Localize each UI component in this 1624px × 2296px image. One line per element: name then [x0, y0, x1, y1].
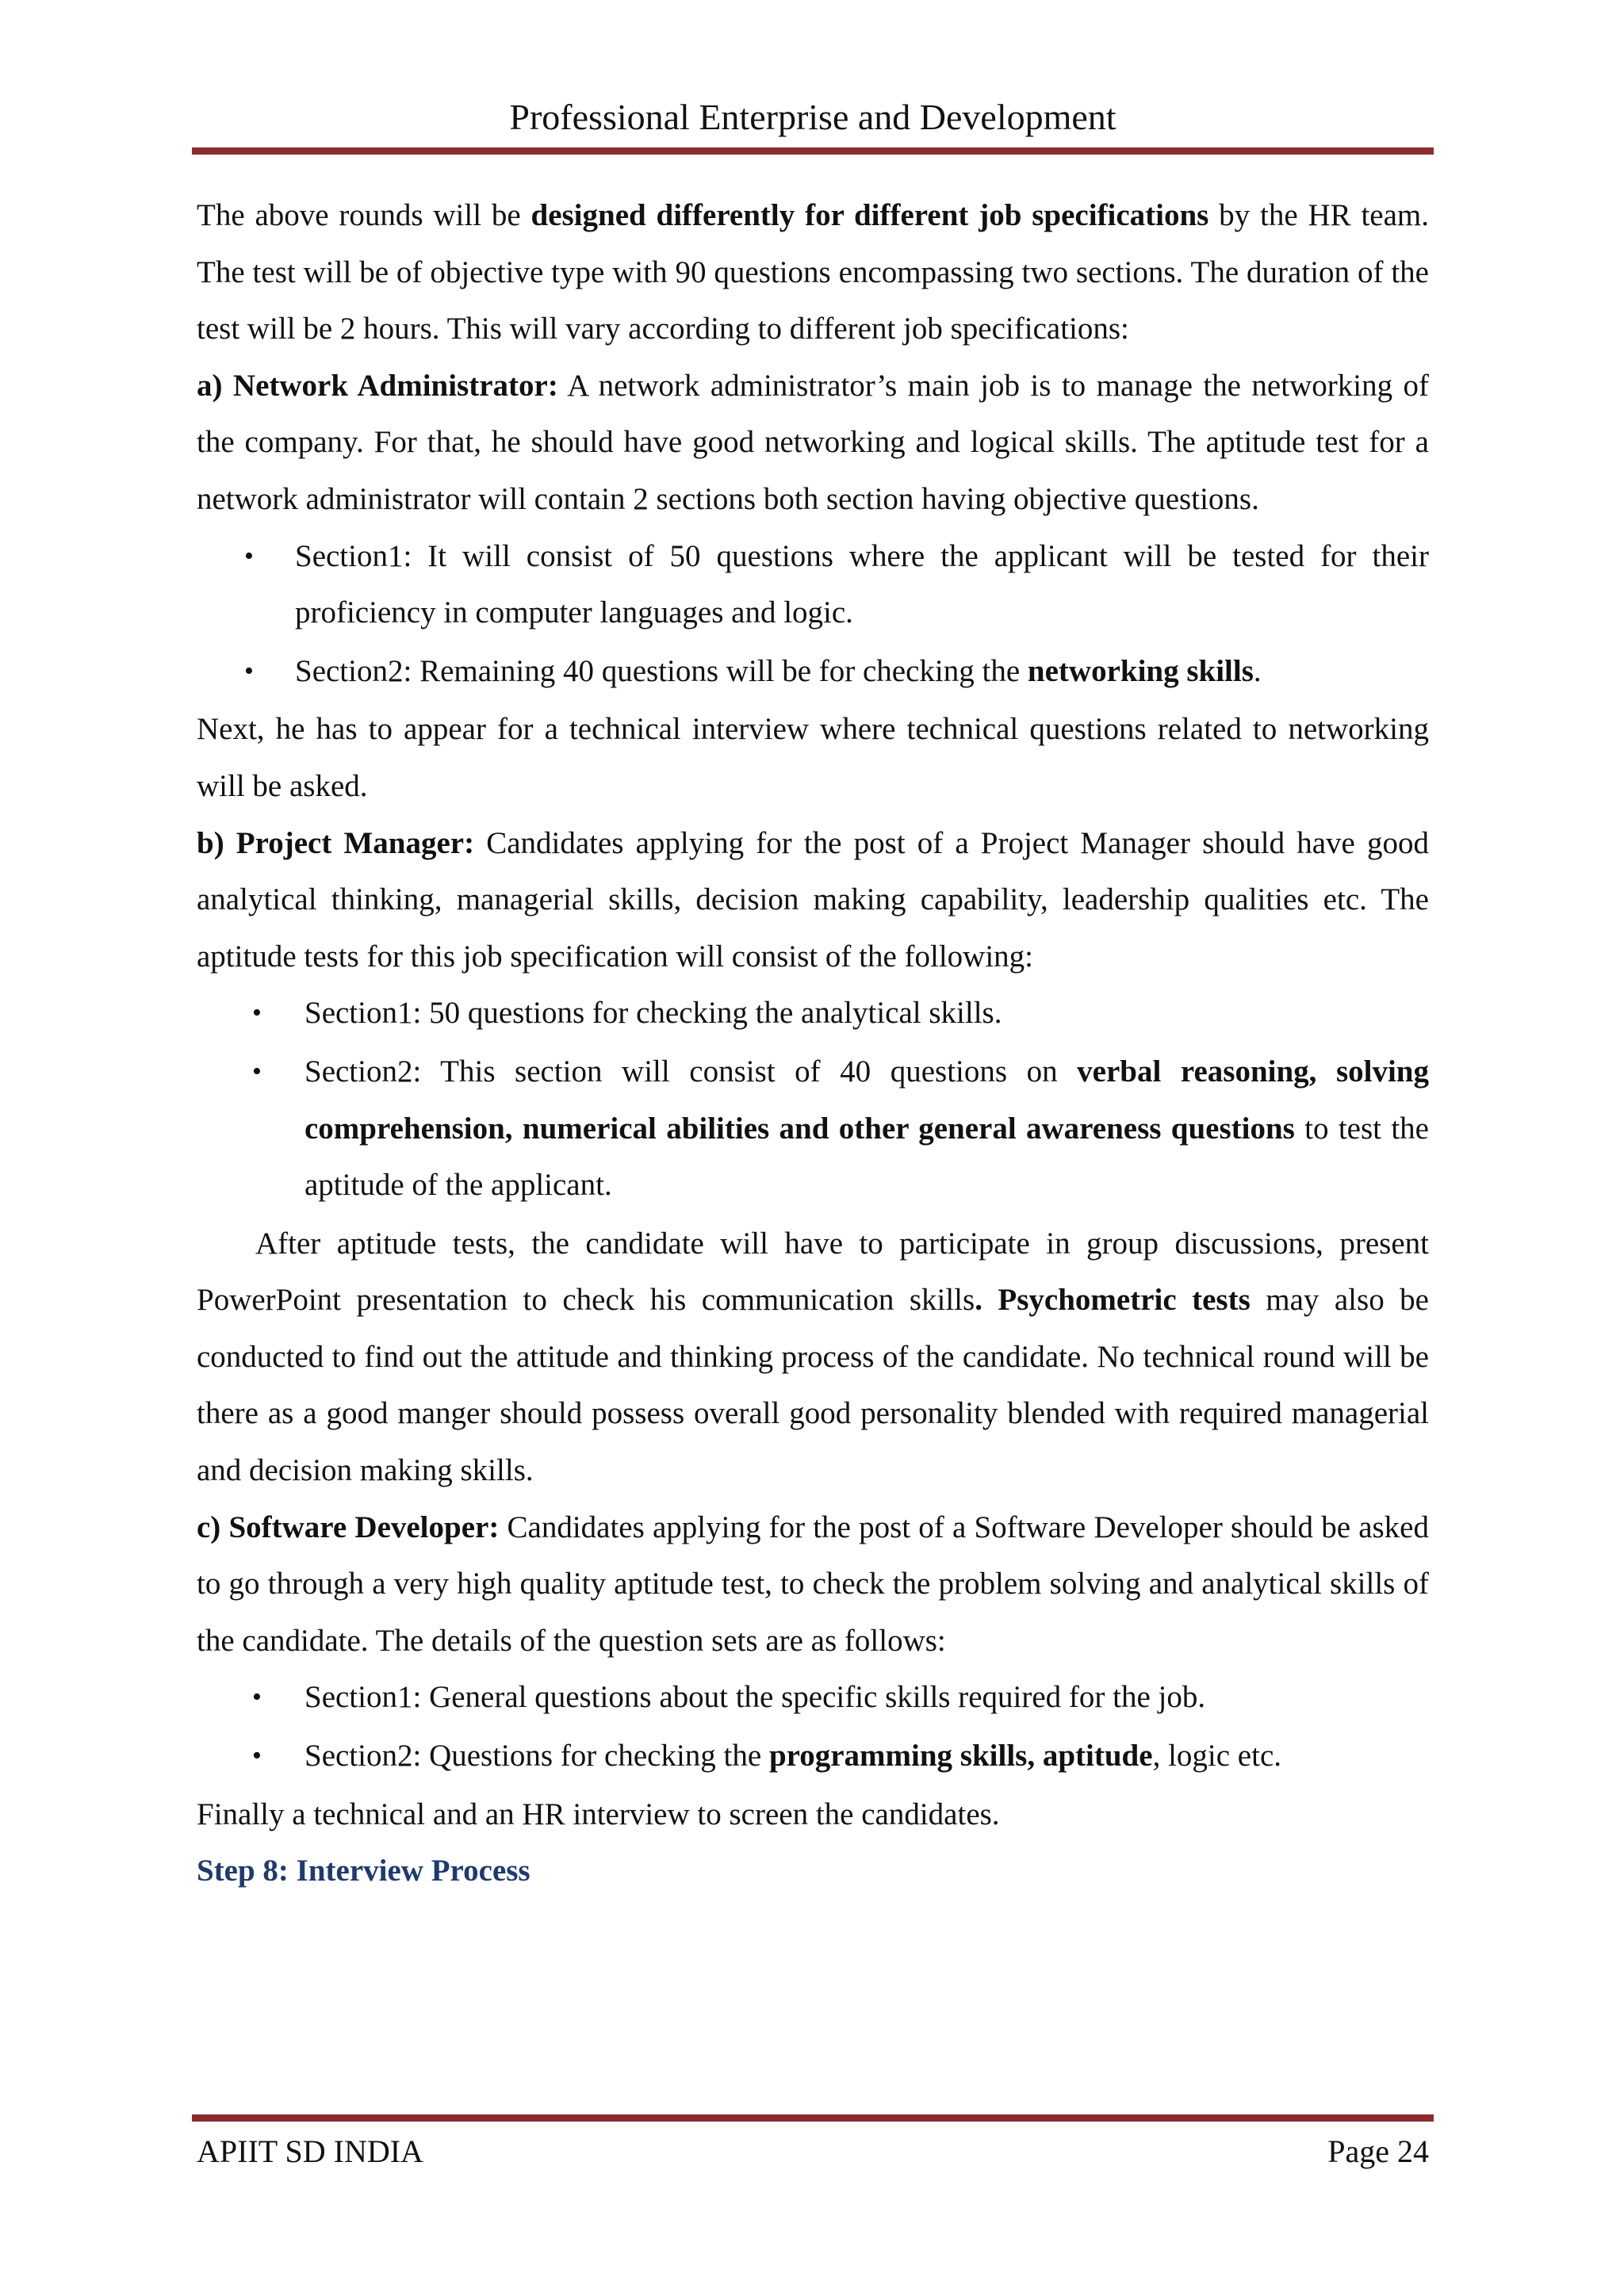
document-body — [197, 187, 1429, 1900]
footer-organization: APIIT SD INDIA — [197, 2133, 423, 2169]
software-dev-followup: Finally a technical and an HR interview to screen the candidates. — [197, 1797, 1000, 1831]
network-admin-followup: Next, he has to appear for a technical interview where technical questions related to networking will be asked. — [197, 712, 1429, 803]
bullet-icon: • — [244, 656, 254, 686]
intro-paragraph: The above rounds will be designed differently for different job specifications by the HR team. The test will be of objective type with 90 questions encompassing two sections. The duration of the test will be 2 hours. This will vary according to different job specifications: — [197, 198, 1429, 346]
list-item: • Section2: Remaining 40 questions will be for checking the networking skills. — [197, 643, 1429, 700]
bullet-icon: • — [252, 1056, 262, 1086]
software-dev-sections — [197, 1669, 1429, 1784]
bullet-icon: • — [252, 1741, 262, 1771]
software-dev-paragraph: c) Software Developer: Candidates applying for the post of a Software Developer should be asked to go through a very high quality aptitude test, to check the problem solving and analytical skills of the candidate. The details of the question sets are as follows: — [197, 1510, 1429, 1658]
list-item: • Section2: Questions for checking the programming skills, aptitude, logic etc. — [197, 1728, 1429, 1785]
network-admin-paragraph: a) Network Administrator: A network administrator’s main job is to manage the networking of the company. For that, he should have good networking and logical skills. The aptitude test for a network administrator will contain 2 sections both section having objective questions. — [197, 368, 1429, 516]
header-rule — [192, 145, 1434, 155]
list-item: • Section1: It will consist of 50 questions where the applicant will be tested for their proficiency in computer languages and logic. — [197, 528, 1429, 641]
project-manager-sections — [197, 985, 1429, 1213]
project-manager-followup: After aptitude tests, the candidate will have to participate in group discussions, present PowerPoint presentation to check his communication skills. Psychometric tests may also be conducted to find out the attitude and thinking process of the candidate. No technical round will be there as a good manger should possess overall good personality blended with required managerial and decision making skills. — [197, 1226, 1429, 1488]
list-item: • Section1: General questions about the specific skills required for the job. — [197, 1669, 1429, 1726]
network-admin-label: a) Network Administrator: — [197, 368, 558, 403]
step-heading: Step 8: Interview Process — [197, 1854, 530, 1888]
list-item: • Section1: 50 questions for checking the analytical skills. — [197, 985, 1429, 1042]
footer-rule — [192, 2114, 1434, 2124]
project-manager-label: b) Project Manager: — [197, 825, 475, 860]
bullet-icon: • — [252, 1682, 262, 1712]
bullet-icon: • — [244, 541, 254, 571]
list-item: • Section2: This section will consist of 40 questions on verbal reasoning, solving comprehension, numerical abilities and other general awareness questions to test the aptitude of the applicant. — [197, 1043, 1429, 1214]
footer-page-number: Page 24 — [1327, 2133, 1429, 2169]
bullet-icon: • — [252, 998, 262, 1028]
project-manager-paragraph: b) Project Manager: Candidates applying for the post of a Project Manager should have good analytical thinking, managerial skills, decision making capability, leadership qualities etc. The aptitude tests for this job specification will consist of the following: — [197, 825, 1429, 974]
network-admin-sections — [197, 528, 1429, 700]
page-header-title: Professional Enterprise and Development — [509, 97, 1116, 137]
software-dev-label: c) Software Developer: — [197, 1510, 500, 1544]
